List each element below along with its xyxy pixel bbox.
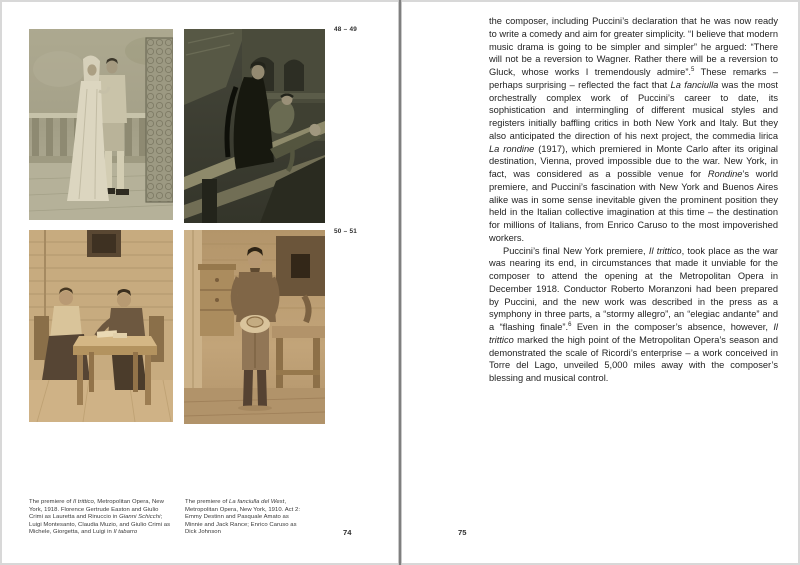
page-number-right: 75 [458,528,467,537]
paragraph-trittico: Puccini’s final New York premiere, Il trittico, took place as the war was nearing its end, in circumstances that made it unviable for the composer to attend the opening at the Metropolitan Opera in December 1918. Conductor Roberto Moranzoni had been prepared by Puccini, and the new work was described in the press as a symphony in three parts, a “stormy allegro”, an “elegiac andante” and a “flashing finale”.$^6$ Even in the composer’s absence, however, Il trittico marked the high point of the Metropolitan Opera’s season and demonstrated the scale of Ricordi’s enterprise – a work conceived in Torre del Lago, unveiled 5,000 miles away with the composer’s blessing and musical control. [489,245,778,383]
photo-gianni-schicchi [29,29,173,220]
folio-label-bottom: 50 – 51 [334,228,358,235]
folio-label-top: 48 – 49 [334,26,358,33]
photo-gianni-schicchi-art [29,29,173,220]
paragraph-continued: the composer, including Puccini’s declaration that he was now ready to write a comedy and aim for greater simplicity. “I believe that modern music drama is going to be simpler and simpler” he argued: “There will not be a reversion to Wagner. Rather there will be a reversion to Gluck, whose works I tremendously admire”.$^5$ These remarks – perhaps surprising – reflected the fact that La fanciulla was the most orchestrally complex work of Puccini’s career to date, its sophistication and intermingling of different musical styles and registers initially baffling critics in both New York and Italy. But they also anticipated the direction of his next project, the commedia lirica La rondine (1917), which premiered in Monte Carlo after its original destination, Vienna, proved impossible due to the war. New York, in fact, was considered as a possible venue for Rondine’s world premiere, and Puccini’s fascination with New York and Buenos Aires alike was in some sense inevitable given the prominent position they held in the Italian collective imagination at this time – the destination for millions of Italians, from Enrico Caruso to the most impoverished workers. [489,16,778,243]
caption-fanciulla-premiere: The premiere of La fanciulla del West, Metropolitan Opera, New York, 1910. Act 2: Emmy Destinn and Pasquale Amato as Minnie and Jack Rance; Enrico Caruso as Dick Johnson [185,499,301,536]
photo-fanciulla-caruso-art [184,230,325,424]
photo-fanciulla-caruso [184,230,325,424]
photo-tabarro-barge-art [184,29,325,223]
photo-tabarro-table-art [29,230,173,422]
caption-trittico-premiere: The premiere of Il trittico, Metropolitan Opera, New York, 1918. Florence Gertrude Easton and Giulio Crimi as Lauretta and Rinuccio in Gianni Schicchi; Luigi Montesanto, Claudia Muzio, and Giulio Crimi as Michele, Giorgetta, and Luigi in Il tabarro [29,499,171,536]
photo-tabarro-barge [184,29,325,223]
body-text-column [489,15,778,385]
photo-tabarro-table [29,230,173,422]
page-number-left: 74 [343,528,352,537]
book-gutter [398,0,402,565]
